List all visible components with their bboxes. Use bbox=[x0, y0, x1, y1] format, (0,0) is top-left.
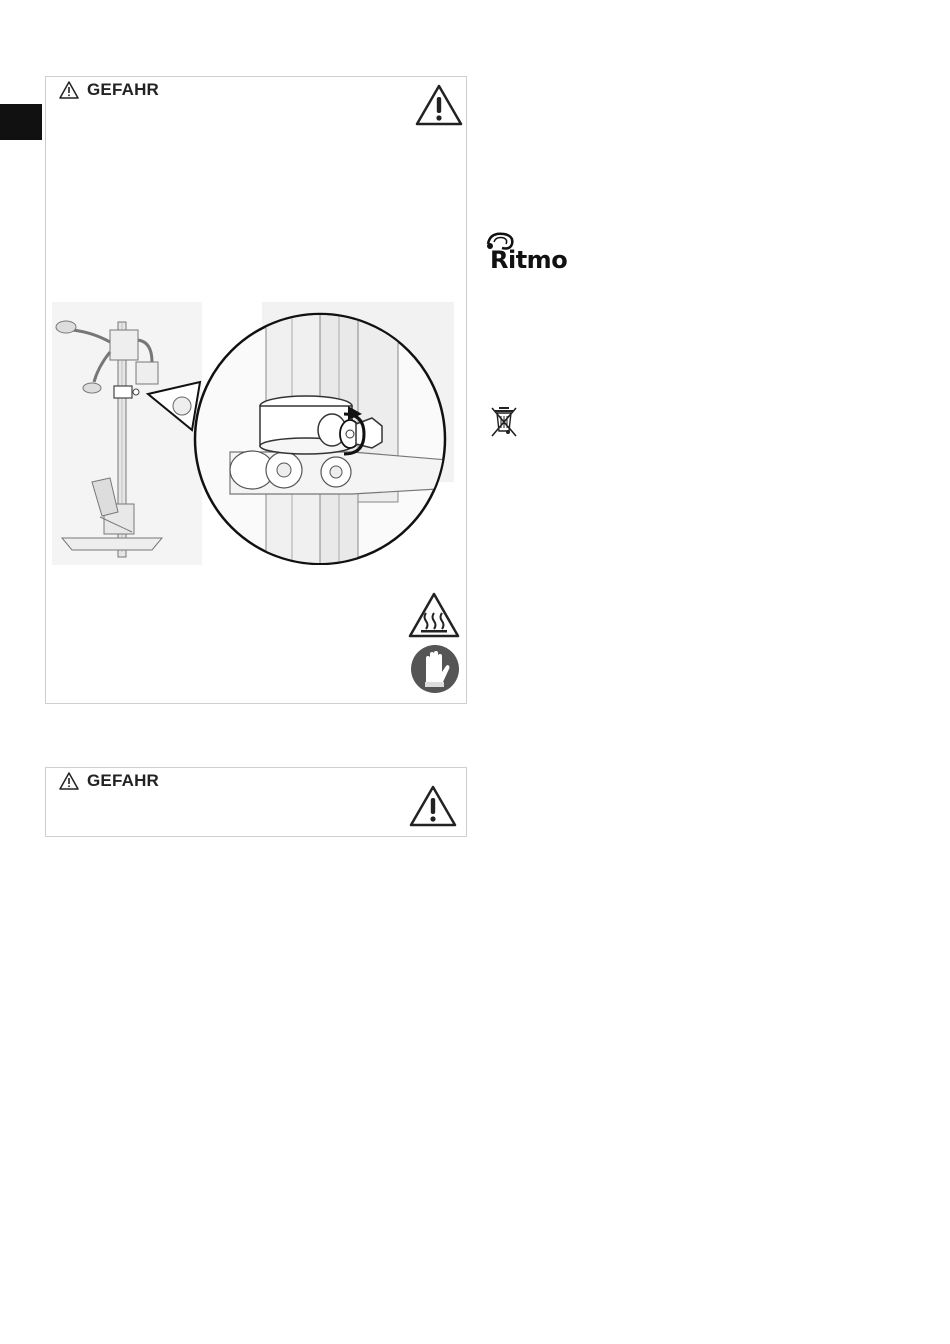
danger-header bbox=[59, 80, 159, 100]
danger-title: GEFAHR bbox=[87, 771, 160, 790]
danger-notice-1 bbox=[45, 76, 467, 704]
small-warning-icon bbox=[59, 81, 79, 99]
language-tab-marker bbox=[0, 104, 42, 140]
hot-surface-icon bbox=[408, 591, 460, 639]
small-warning-icon bbox=[59, 772, 79, 790]
warning-triangle-icon bbox=[414, 83, 464, 127]
danger-title: GEFAHR bbox=[87, 80, 160, 99]
brand-logo-text: Ritmo bbox=[490, 246, 568, 274]
danger-notice-2 bbox=[45, 767, 467, 837]
machine-clamp-illustration bbox=[52, 302, 454, 565]
danger-header bbox=[59, 771, 159, 791]
crossed-out-bin-icon bbox=[490, 404, 518, 438]
warning-triangle-icon bbox=[408, 784, 458, 828]
gloves-icon bbox=[410, 644, 460, 694]
